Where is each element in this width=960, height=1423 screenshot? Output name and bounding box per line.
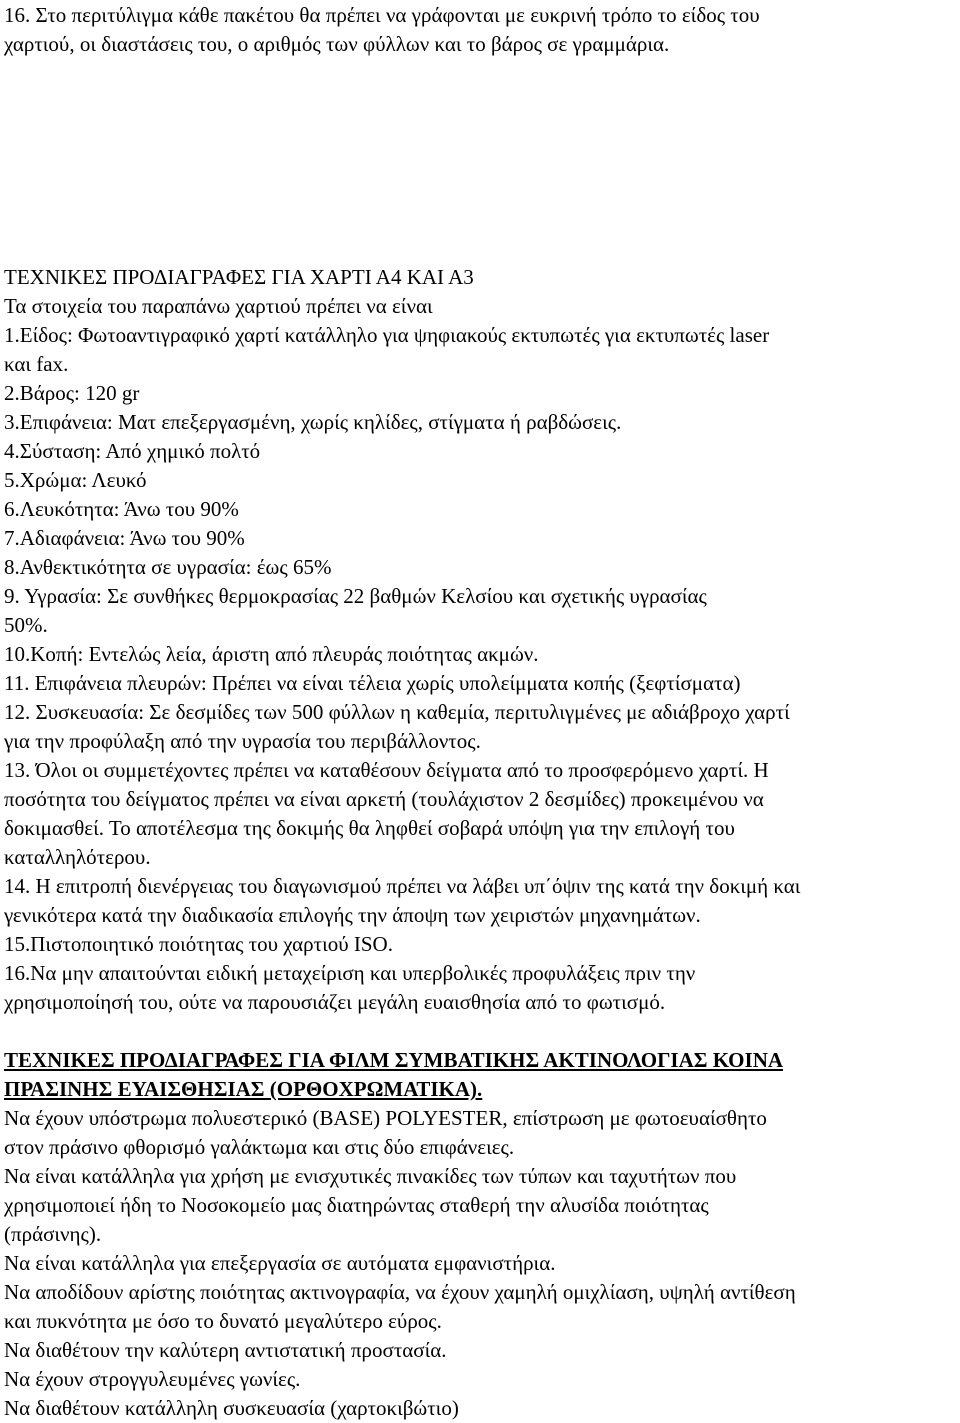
section2-line: Να είναι κατάλληλα για χρήση με ενισχυτικές πινακίδες των τύπων και ταχυτήτων που bbox=[4, 1164, 737, 1188]
section1-line: 11. Επιφάνεια πλευρών: Πρέπει να είναι τέλεια χωρίς υπολείμματα κοπής (ξεφτίσματα) bbox=[4, 671, 741, 695]
section1-line: χρησιμοποίησή του, ούτε να παρουσιάζει μεγάλη ευαισθησία από το φωτισμό. bbox=[4, 990, 666, 1014]
section1-line: 1.Είδος: Φωτοαντιγραφικό χαρτί κατάλληλο για ψηφιακούς εκτυπωτές για εκτυπωτές laser bbox=[4, 323, 770, 347]
section2-line: Να διαθέτουν την καλύτερη αντιστατική προστασία. bbox=[4, 1338, 447, 1362]
section1-title: ΤΕΧΝΙΚΕΣ ΠΡΟΔΙΑΓΡΑΦΕΣ ΓΙΑ ΧΑΡΤΙ Α4 ΚΑΙ Α3 bbox=[4, 265, 474, 289]
section2-line: Να διαθέτουν κατάλληλη συσκευασία (χαρτοκιβώτιο) bbox=[4, 1396, 459, 1420]
section1-line: 9. Υγρασία: Σε συνθήκες θερμοκρασίας 22 βαθμών Κελσίου και σχετικής υγρασίας bbox=[4, 584, 707, 608]
section1-line: 2.Βάρος: 120 gr bbox=[4, 381, 140, 405]
section1-line: γενικότερα κατά την διαδικασία επιλογής την άποψη των χειριστών μηχανημάτων. bbox=[4, 903, 701, 927]
section1-line: 13. Όλοι οι συμμετέχοντες πρέπει να καταθέσουν δείγματα από το προσφερόμενο χαρτί. Η bbox=[4, 758, 769, 782]
section1-line: για την προφύλαξη από την υγρασία του περιβάλλοντος. bbox=[4, 729, 481, 753]
section2-line: Να αποδίδουν αρίστης ποιότητας ακτινογραφία, να έχουν χαμηλή ομιχλίαση, υψηλή αντίθεση bbox=[4, 1280, 796, 1304]
section1-line: και fax. bbox=[4, 352, 69, 376]
section1-line: 3.Επιφάνεια: Ματ επεξεργασμένη, χωρίς κηλίδες, στίγματα ή ραβδώσεις. bbox=[4, 410, 622, 434]
section1-line: 7.Αδιαφάνεια: Άνω του 90% bbox=[4, 526, 245, 550]
section2-line: Να είναι κατάλληλα για επεξεργασία σε αυτόματα εμφανιστήρια. bbox=[4, 1251, 556, 1275]
section1-line: 15.Πιστοποιητικό ποιότητας του χαρτιού ISO. bbox=[4, 932, 393, 956]
section2-line: Να έχουν στρογγυλευμένες γωνίες. bbox=[4, 1367, 301, 1391]
section1-line: 4.Σύσταση: Από χημικό πολτό bbox=[4, 439, 261, 463]
section1-line: 50%. bbox=[4, 613, 48, 637]
intro-line: χαρτιού, οι διαστάσεις του, ο αριθμός των φύλλων και το βάρος σε γραμμάρια. bbox=[4, 32, 670, 56]
section1-line: 8.Ανθεκτικότητα σε υγρασία: έως 65% bbox=[4, 555, 332, 579]
section2-title: ΠΡΑΣΙΝΗΣ ΕΥΑΙΣΘΗΣΙΑΣ (ΟΡΘΟΧΡΩΜΑΤΙΚΑ). bbox=[4, 1077, 483, 1101]
section2-title: ΤΕΧΝΙΚΕΣ ΠΡΟΔΙΑΓΡΑΦΕΣ ΓΙΑ ΦΙΛΜ ΣΥΜΒΑΤΙΚΗΣ ΑΚΤΙΝΟΛΟΓΙΑΣ ΚΟΙΝΑ bbox=[4, 1048, 784, 1072]
section1-line: 12. Συσκευασία: Σε δεσμίδες των 500 φύλλων η καθεμία, περιτυλιγμένες με αδιάβροχο χαρτί bbox=[4, 700, 790, 724]
section1-line: καταλληλότερου. bbox=[4, 845, 151, 869]
section1-line: ποσότητα του δείγματος πρέπει να είναι αρκετή (τουλάχιστον 2 δεσμίδες) προκειμένου να bbox=[4, 787, 764, 811]
section1-line: δοκιμασθεί. Το αποτέλεσμα της δοκιμής θα ληφθεί σοβαρά υπόψη για την επιλογή του bbox=[4, 816, 735, 840]
section1-line: Τα στοιχεία του παραπάνω χαρτιού πρέπει να είναι bbox=[4, 294, 433, 318]
section1-line: 10.Κοπή: Εντελώς λεία, άριστη από πλευράς ποιότητας ακμών. bbox=[4, 642, 539, 666]
section1-line: 16.Να μην απαιτούνται ειδική μεταχείριση και υπερβολικές προφυλάξεις πριν την bbox=[4, 961, 696, 985]
section2-line: Να έχουν υπόστρωμα πολυεστερικό (BASE) POLYESTER, επίστρωση με φωτοευαίσθητο bbox=[4, 1106, 767, 1130]
section1-line: 5.Χρώμα: Λευκό bbox=[4, 468, 147, 492]
section2-line: (πράσινης). bbox=[4, 1222, 102, 1246]
intro-line: 16. Στο περιτύλιγμα κάθε πακέτου θα πρέπει να γράφονται με ευκρινή τρόπο το είδος του bbox=[4, 3, 760, 27]
section1-line: 14. Η επιτροπή διενέργειας του διαγωνισμού πρέπει να λάβει υπ΄όψιν της κατά την δοκιμή και bbox=[4, 874, 801, 898]
section1-line: 6.Λευκότητα: Άνω του 90% bbox=[4, 497, 239, 521]
section2-line: χρησιμοποιεί ήδη το Νοσοκομείο μας διατηρώντας σταθερή την αλυσίδα ποιότητας bbox=[4, 1193, 709, 1217]
section2-line: στον πράσινο φθορισμό γαλάκτωμα και στις δύο επιφάνειες. bbox=[4, 1135, 515, 1159]
section2-line: και πυκνότητα με όσο το δυνατό μεγαλύτερο εύρος. bbox=[4, 1309, 442, 1333]
